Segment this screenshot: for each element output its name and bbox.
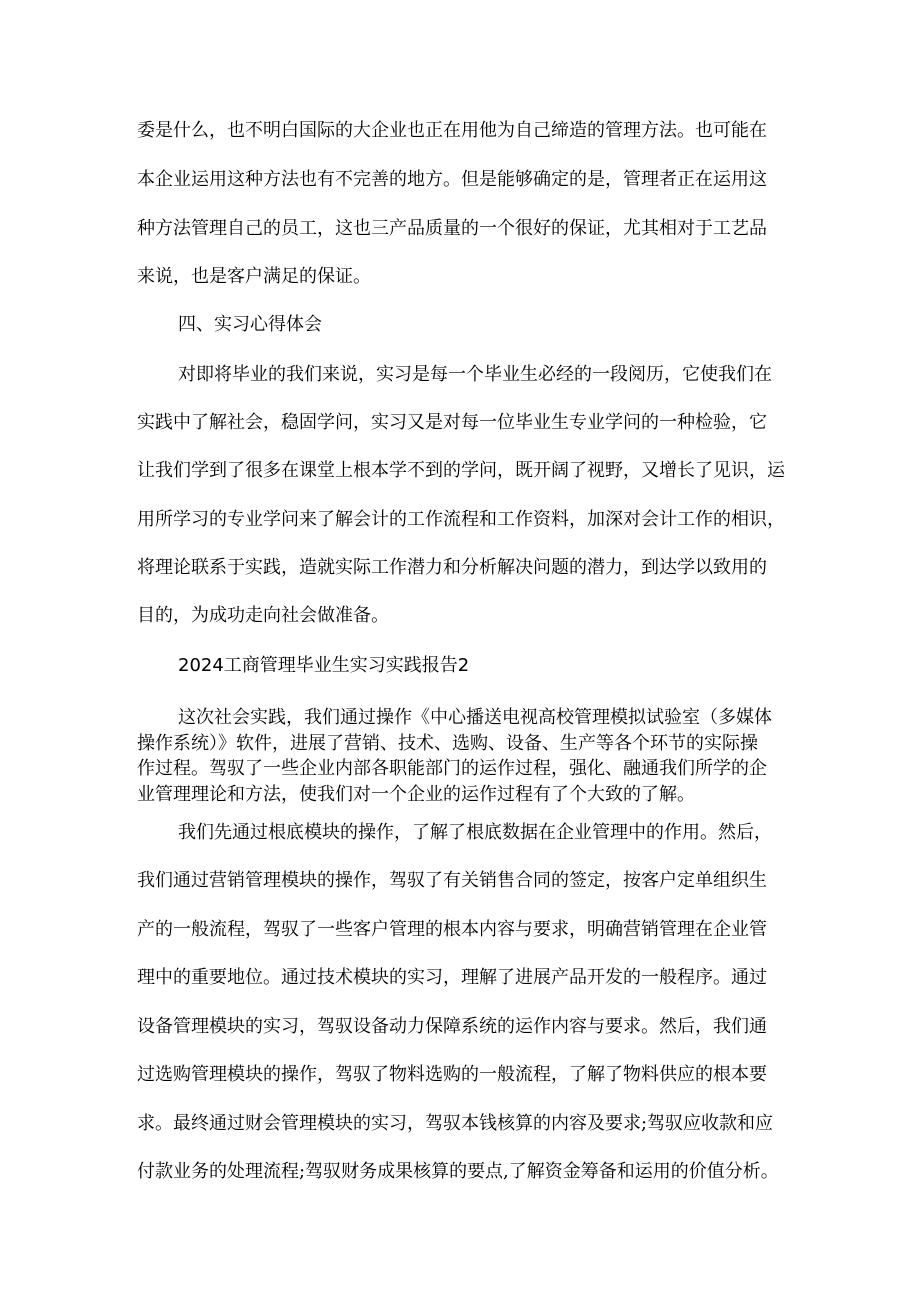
paragraph-4-line-4: 理中的重要地位。通过技术模块的实习，理解了进展产品开发的一般程序。通过 [137,967,767,988]
paragraph-1-line-1: 委是什么，也不明白国际的大企业也正在用他为自己缔造的管理方法。也可能在 [137,120,767,141]
paragraph-3-line-1: 这次社会实践，我们通过操作《中心播送电视高校管理模拟试验室（多媒体 [178,707,772,728]
paragraph-4-line-2: 我们通过营销管理模块的操作，驾驭了有关销售合同的签定，按客户定单组织生 [137,870,767,891]
paragraph-2-line-4: 用所学习的专业学问来了解会计的工作流程和工作资料，加深对会计工作的相识， [137,509,785,530]
paragraph-4-line-8: 付款业务的处理流程;驾驭财务成果核算的要点,了解资金筹备和运用的价值分析。 [137,1161,779,1182]
section-heading: 四、实习心得体会 [178,314,322,335]
paragraph-2-line-1: 对即将毕业的我们来说，实习是每一个毕业生必经的一段阅历，它使我们在 [178,364,772,385]
paragraph-2-line-5: 将理论联系于实践，造就实际工作潜力和分析解决问题的潜力，到达学以致用的 [137,557,767,578]
paragraph-2-line-6: 目的，为成功走向社会做准备。 [137,605,389,626]
paragraph-3-line-3: 作过程。驾驭了一些企业内部各职能部门的运作过程，强化、融通我们所学的企 [137,758,767,779]
report-title: 2024工商管理毕业生实习实践报告2 [178,655,470,676]
paragraph-3-line-4: 业管理理论和方法，使我们对一个企业的运作过程有了个大致的了解。 [137,784,695,805]
paragraph-4-line-5: 设备管理模块的实习，驾驭设备动力保障系统的运作内容与要求。然后，我们通 [137,1016,767,1037]
paragraph-4-line-6: 过选购管理模块的操作，驾驭了物料选购的一般流程，了解了物料供应的根本要 [137,1064,767,1085]
paragraph-2-line-2: 实践中了解社会，稳固学问，实习又是对每一位毕业生专业学问的一种检验，它 [137,412,767,433]
paragraph-2-line-3: 让我们学到了很多在课堂上根本学不到的学问，既开阔了视野，又增长了见识，运 [137,460,785,481]
paragraph-4-line-7: 求。最终通过财会管理模块的实习，驾驭本钱核算的内容及要求;驾驭应收款和应 [137,1113,774,1134]
paragraph-1-line-3: 种方法管理自己的员工，这也三产品质量的一个很好的保证，尤其相对于工艺品 [137,218,767,239]
paragraph-4-line-1: 我们先通过根底模块的操作，了解了根底数据在企业管理中的作用。然后， [178,822,772,843]
paragraph-3-line-2: 操作系统）》软件，进展了营销、技术、选购、设备、生产等各个环节的实际操 [137,733,758,754]
paragraph-4-line-3: 产的一般流程，驾驭了一些客户管理的根本内容与要求，明确营销管理在企业管 [137,919,767,940]
paragraph-1-line-2: 本企业运用这种方法也有不完善的地方。但是能够确定的是，管理者正在运用这 [137,169,767,190]
paragraph-1-line-4: 来说，也是客户满足的保证。 [137,266,371,287]
